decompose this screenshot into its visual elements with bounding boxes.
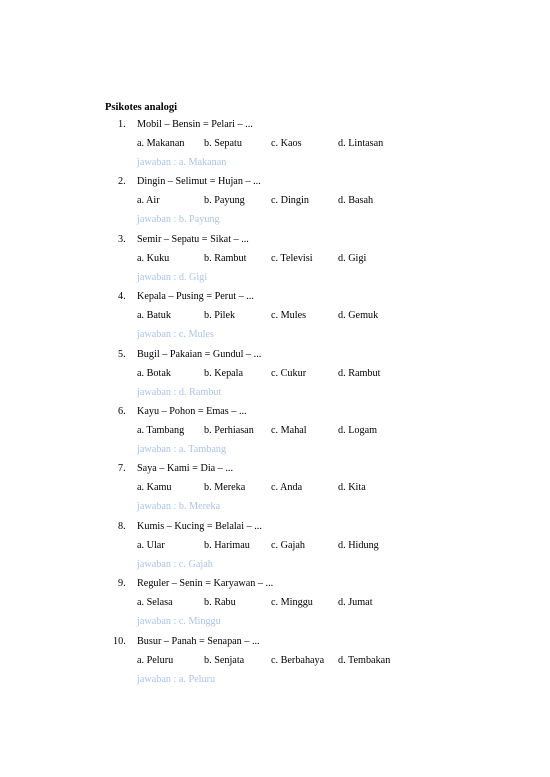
options-row xyxy=(0,539,550,553)
answer-text: jawaban : a. Tambang xyxy=(137,443,227,455)
question-number: 6. xyxy=(118,405,126,417)
options-row xyxy=(0,309,550,323)
option-c: c. Berbahaya xyxy=(271,654,325,666)
option-c: c. Mahal xyxy=(271,424,307,436)
option-c: c. Cukur xyxy=(271,367,307,379)
option-a: a. Peluru xyxy=(137,654,174,666)
question-number: 2. xyxy=(118,176,126,188)
option-d: d. Rambut xyxy=(338,367,381,379)
question-item xyxy=(0,635,550,692)
option-b: b. Sepatu xyxy=(204,138,242,149)
option-b: b. Kepala xyxy=(204,367,244,379)
answer-text: jawaban : b. Payung xyxy=(137,214,220,226)
answer-text: jawaban : c. Gajah xyxy=(137,558,213,570)
options-row xyxy=(0,654,550,668)
option-a: a. Makanan xyxy=(137,138,185,149)
answer-text: jawaban : a. Peluru xyxy=(137,673,216,685)
question-item xyxy=(0,233,550,290)
options-row xyxy=(0,194,550,208)
answer-text: jawaban : a. Makanan xyxy=(137,157,227,168)
question-text: Saya – Kami = Dia – ... xyxy=(137,463,234,475)
question-text: Bugil – Pakaian = Gundul – ... xyxy=(137,348,262,360)
option-d: d. Jumat xyxy=(338,597,373,609)
option-c: c. Minggu xyxy=(271,597,313,609)
option-c: c. Dingin xyxy=(271,195,309,207)
option-c: c. Gajah xyxy=(271,539,305,551)
option-a: a. Botak xyxy=(137,367,171,379)
option-d: d. Lintasan xyxy=(338,138,384,149)
option-b: b. Pilek xyxy=(204,310,236,322)
options-row xyxy=(0,596,550,610)
question-item xyxy=(0,348,550,405)
question-item xyxy=(0,175,550,232)
question-text: Kumis – Kucing = Belalai – ... xyxy=(137,520,262,532)
question-item xyxy=(0,520,550,577)
question-number: 3. xyxy=(118,233,126,245)
question-number: 4. xyxy=(118,291,126,303)
option-b: b. Payung xyxy=(204,195,245,207)
option-a: a. Kamu xyxy=(137,482,172,494)
options-row xyxy=(0,424,550,438)
option-b: b. Harimau xyxy=(204,539,250,551)
option-a: a. Tambang xyxy=(137,424,185,436)
option-a: a. Batuk xyxy=(137,310,171,322)
option-d: d. Logam xyxy=(338,424,378,436)
question-number: 10. xyxy=(113,635,126,647)
question-number: 7. xyxy=(118,463,126,475)
question-text: Kayu – Pohon = Emas – ... xyxy=(137,405,247,417)
answer-text: jawaban : d. Gigi xyxy=(137,271,208,283)
options-row xyxy=(0,367,550,381)
question-number: 5. xyxy=(118,348,126,360)
option-d: d. Gigi xyxy=(338,252,367,264)
answer-text: jawaban : d. Rambut xyxy=(137,386,222,398)
question-number: 8. xyxy=(118,520,126,532)
answer-text: jawaban : b. Mereka xyxy=(137,501,221,513)
question-list xyxy=(0,118,550,692)
option-b: b. Mereka xyxy=(204,482,246,494)
options-row xyxy=(0,137,550,151)
question-item xyxy=(0,118,550,175)
question-item xyxy=(0,577,550,634)
options-row xyxy=(0,252,550,266)
option-d: d. Basah xyxy=(338,195,374,207)
option-d: d. Kita xyxy=(338,482,366,494)
option-b: b. Rambut xyxy=(204,252,247,264)
option-c: c. Televisi xyxy=(271,252,313,264)
question-text: Mobil – Bensin = Pelari – ... xyxy=(137,119,253,130)
answer-text: jawaban : c. Mules xyxy=(137,329,214,341)
option-d: d. Tembakan xyxy=(338,654,391,666)
question-item xyxy=(0,290,550,347)
option-a: a. Kuku xyxy=(137,252,170,264)
question-text: Semir – Sepatu = Sikat – ... xyxy=(137,233,249,245)
question-item xyxy=(0,462,550,519)
question-text: Busur – Panah = Senapan – ... xyxy=(137,635,260,647)
question-number: 1. xyxy=(118,119,126,130)
question-item xyxy=(0,405,550,462)
question-text: Kepala – Pusing = Perut – ... xyxy=(137,291,254,303)
option-b: b. Rabu xyxy=(204,597,236,609)
option-a: a. Selasa xyxy=(137,597,173,609)
option-c: c. Mules xyxy=(271,310,307,322)
document-title: Psikotes analogi xyxy=(105,102,178,113)
option-c: c. Kaos xyxy=(271,138,302,149)
question-text: Reguler – Senin = Karyawan – ... xyxy=(137,578,274,590)
option-a: a. Ular xyxy=(137,539,165,551)
option-d: d. Hidung xyxy=(338,539,379,551)
options-row xyxy=(0,481,550,495)
option-c: c. Anda xyxy=(271,482,303,494)
question-text: Dingin – Selimut = Hujan – ... xyxy=(137,176,261,188)
option-b: b. Perhiasan xyxy=(204,424,254,436)
option-b: b. Senjata xyxy=(204,654,245,666)
answer-text: jawaban : c. Minggu xyxy=(137,616,221,628)
option-a: a. Air xyxy=(137,195,160,207)
option-d: d. Gemuk xyxy=(338,310,379,322)
question-number: 9. xyxy=(118,578,126,590)
